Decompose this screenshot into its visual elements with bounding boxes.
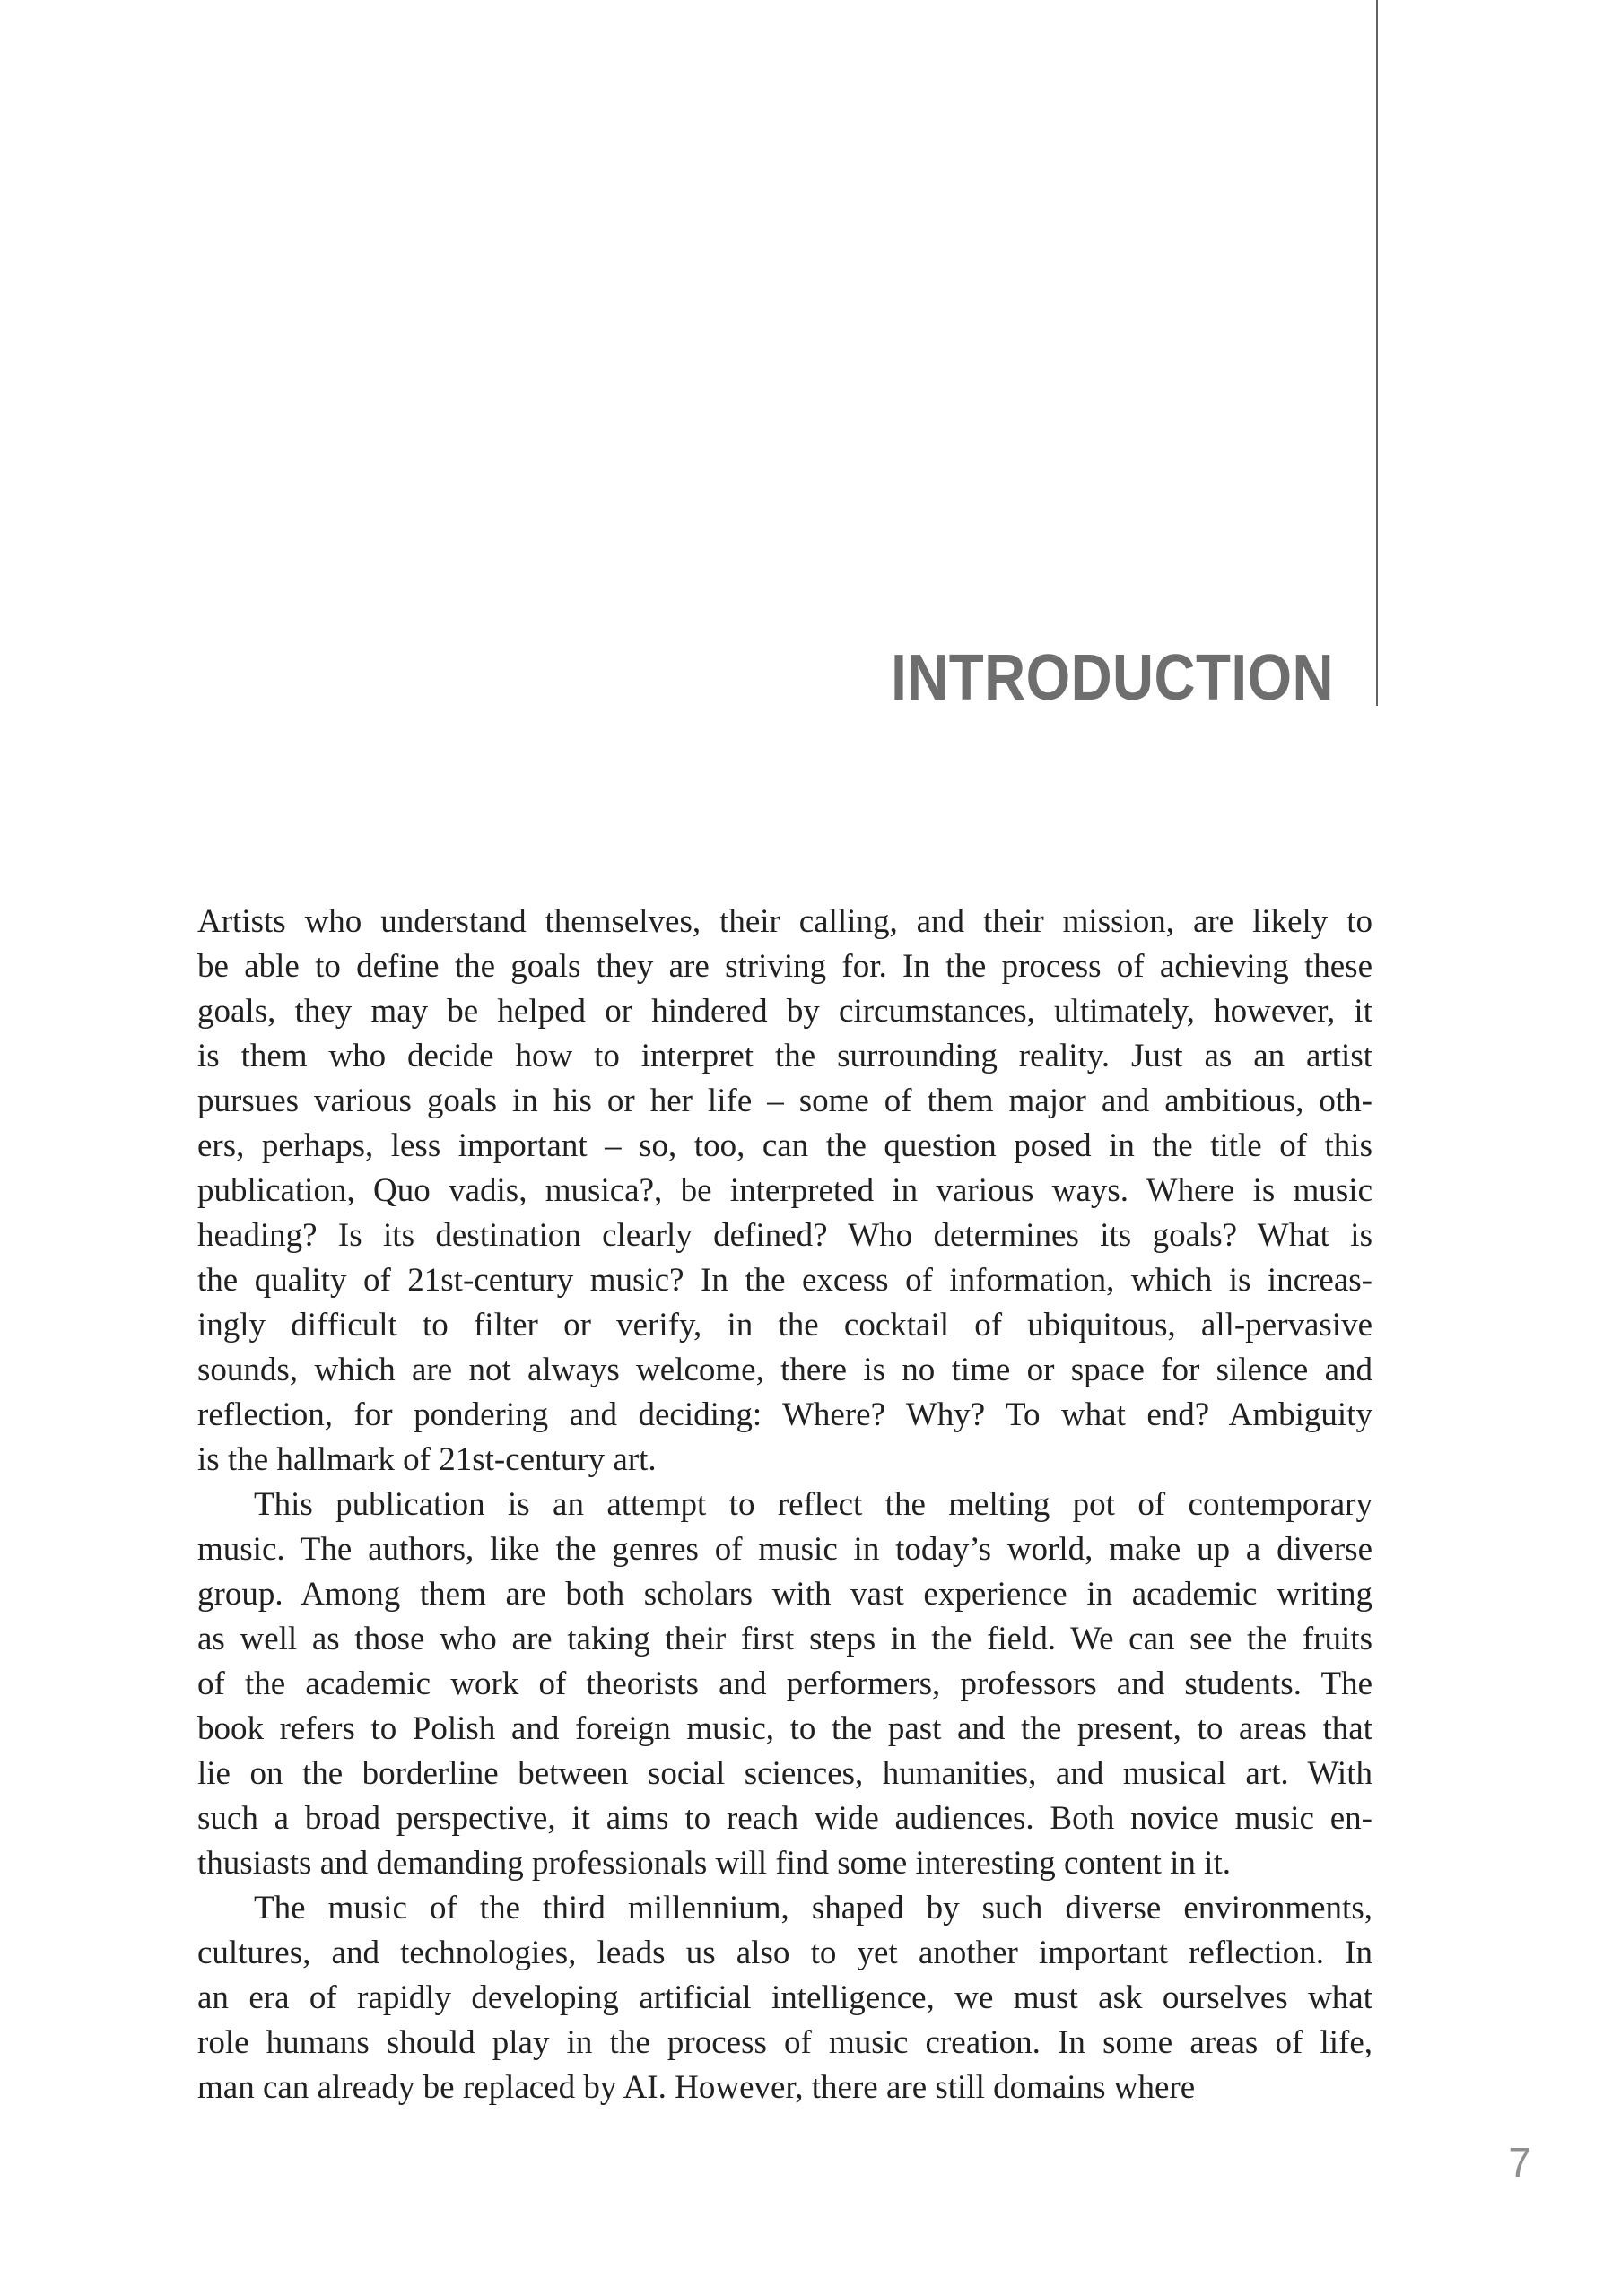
title-rule — [1376, 0, 1378, 706]
text-line: book refers to Polish and foreign music, to the past and the present, to areas that — [197, 1710, 1372, 1747]
text-line: such a broad perspective, it aims to reach wide audiences. Both novice music en- — [197, 1800, 1372, 1837]
text-line: thusiasts and demanding professionals will find some interesting content in it. — [197, 1845, 1231, 1882]
text-line: pursues various goals in his or her life – some of them major and ambitious, oth- — [197, 1083, 1372, 1119]
text-line: is the hallmark of 21st-century art. — [197, 1441, 657, 1478]
text-line: the quality of 21st-century music? In the excess of information, which is increas- — [197, 1262, 1372, 1299]
text-line: goals, they may be helped or hindered by circumstances, ultimately, however, it — [197, 993, 1372, 1030]
text-line: music. The authors, like the genres of music in today’s world, make up a diverse — [197, 1531, 1372, 1568]
text-line: heading? Is its destination clearly defined? Who determines its goals? What is — [197, 1217, 1372, 1254]
text-line: lie on the borderline between social sciences, humanities, and musical art. With — [197, 1755, 1372, 1792]
text-line: be able to define the goals they are striving for. In the process of achieving these — [197, 948, 1372, 985]
text-line: is them who decide how to interpret the surrounding reality. Just as an artist — [197, 1038, 1372, 1074]
page-number: 7 — [1508, 2139, 1531, 2186]
text-line: ingly difficult to filter or verify, in the cocktail of ubiquitous, all-pervasive — [197, 1307, 1372, 1344]
text-line: This publication is an attempt to reflect the melting pot of contemporary — [254, 1486, 1372, 1523]
text-line: publication, Quo vadis, musica?, be interpreted in various ways. Where is music — [197, 1172, 1372, 1209]
text-line: of the academic work of theorists and performers, professors and students. The — [197, 1665, 1372, 1702]
text-line: reflection, for pondering and deciding: Where? Why? To what end? Ambiguity — [197, 1396, 1372, 1433]
text-line: an era of rapidly developing artificial intelligence, we must ask ourselves what — [197, 1979, 1372, 2016]
text-line: ers, perhaps, less important – so, too, can the question posed in the title of this — [197, 1127, 1372, 1164]
text-line: group. Among them are both scholars with vast experience in academic writing — [197, 1576, 1372, 1613]
text-line: man can already be replaced by AI. However, there are still domains where — [197, 2069, 1196, 2106]
text-line: Artists who understand themselves, their calling, and their mission, are likely to — [197, 903, 1372, 940]
body-text — [197, 900, 1372, 2110]
text-line: cultures, and technologies, leads us also to yet another important reflection. In — [197, 1935, 1372, 1971]
chapter-title: INTRODUCTION — [891, 642, 1334, 714]
text-line: as well as those who are taking their first steps in the field. We can see the fruits — [197, 1621, 1372, 1657]
text-line: role humans should play in the process of music creation. In some areas of life, — [197, 2024, 1372, 2061]
text-line: sounds, which are not always welcome, there is no time or space for silence and — [197, 1352, 1372, 1388]
text-line: The music of the third millennium, shaped by such diverse environments, — [254, 1890, 1372, 1926]
